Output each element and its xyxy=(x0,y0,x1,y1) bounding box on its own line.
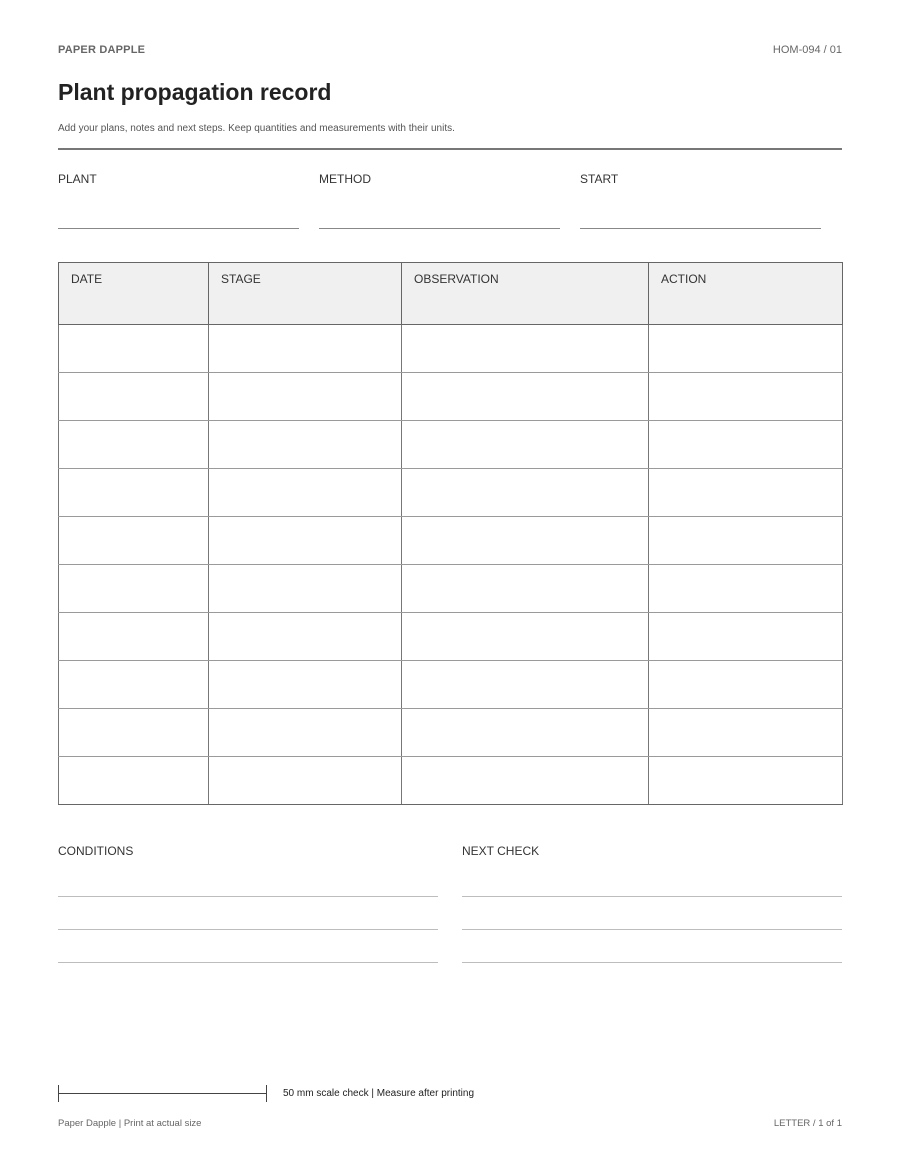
table-cell-action[interactable] xyxy=(649,469,843,517)
next-check-section xyxy=(462,844,842,858)
table-cell-observation[interactable] xyxy=(402,565,649,613)
table-cell-observation[interactable] xyxy=(402,661,649,709)
next-check-line[interactable] xyxy=(462,896,842,897)
table-row xyxy=(59,613,843,661)
conditions-line[interactable] xyxy=(58,896,438,897)
table-row xyxy=(59,421,843,469)
footer-note: Paper Dapple | Print at actual size xyxy=(58,1118,202,1129)
table-row xyxy=(59,661,843,709)
table-cell-date[interactable] xyxy=(59,757,209,805)
conditions-line[interactable] xyxy=(58,929,438,930)
table-cell-observation[interactable] xyxy=(402,373,649,421)
method-field-line[interactable] xyxy=(319,228,560,229)
table-row xyxy=(59,709,843,757)
table-cell-date[interactable] xyxy=(59,421,209,469)
table-cell-date[interactable] xyxy=(59,469,209,517)
table-cell-stage[interactable] xyxy=(209,373,402,421)
table-cell-date[interactable] xyxy=(59,325,209,373)
table-row xyxy=(59,565,843,613)
scale-check-bar xyxy=(58,1085,267,1102)
table-row xyxy=(59,469,843,517)
table-cell-date[interactable] xyxy=(59,373,209,421)
start-field-line[interactable] xyxy=(580,228,821,229)
scale-bar-right-tick xyxy=(266,1085,267,1102)
document-code: HOM-094 / 01 xyxy=(772,44,842,56)
column-header-date: DATE xyxy=(59,263,209,325)
table-row xyxy=(59,373,843,421)
column-header-action: ACTION xyxy=(649,263,843,325)
table-cell-date[interactable] xyxy=(59,517,209,565)
scale-bar-line xyxy=(58,1093,267,1094)
table-cell-observation[interactable] xyxy=(402,469,649,517)
table-cell-action[interactable] xyxy=(649,757,843,805)
table-cell-observation[interactable] xyxy=(402,517,649,565)
next-check-line[interactable] xyxy=(462,962,842,963)
table-cell-action[interactable] xyxy=(649,613,843,661)
table-cell-stage[interactable] xyxy=(209,517,402,565)
table-cell-stage[interactable] xyxy=(209,325,402,373)
table-cell-stage[interactable] xyxy=(209,757,402,805)
table-cell-observation[interactable] xyxy=(402,709,649,757)
table-cell-observation[interactable] xyxy=(402,325,649,373)
conditions-line[interactable] xyxy=(58,962,438,963)
table-cell-stage[interactable] xyxy=(209,613,402,661)
table-cell-action[interactable] xyxy=(649,517,843,565)
form-page xyxy=(58,0,842,1165)
table-cell-stage[interactable] xyxy=(209,469,402,517)
table-cell-date[interactable] xyxy=(59,661,209,709)
brand-name: PAPER DAPPLE xyxy=(58,44,146,56)
plant-field-label: PLANT xyxy=(58,172,97,186)
page-title: Plant propagation record xyxy=(58,79,332,105)
table-cell-observation[interactable] xyxy=(402,421,649,469)
column-header-observation: OBSERVATION xyxy=(402,263,649,325)
table-cell-action[interactable] xyxy=(649,373,843,421)
table-cell-observation[interactable] xyxy=(402,757,649,805)
table-cell-action[interactable] xyxy=(649,565,843,613)
next-check-line[interactable] xyxy=(462,929,842,930)
table-row xyxy=(59,757,843,805)
table-cell-date[interactable] xyxy=(59,613,209,661)
table-cell-date[interactable] xyxy=(59,565,209,613)
table-cell-observation[interactable] xyxy=(402,613,649,661)
table-row xyxy=(59,325,843,373)
header-divider xyxy=(58,148,842,150)
start-field-label: START xyxy=(580,172,619,186)
plant-field[interactable] xyxy=(58,172,299,186)
table-cell-date[interactable] xyxy=(59,709,209,757)
method-field[interactable] xyxy=(319,172,560,186)
page-number: LETTER / 1 of 1 xyxy=(773,1118,842,1129)
table-row xyxy=(59,517,843,565)
propagation-log-table xyxy=(58,262,843,805)
scale-check-text: 50 mm scale check | Measure after printing xyxy=(283,1088,475,1099)
table-cell-action[interactable] xyxy=(649,325,843,373)
plant-field-line[interactable] xyxy=(58,228,299,229)
table-cell-action[interactable] xyxy=(649,709,843,757)
next-check-label: NEXT CHECK xyxy=(462,844,540,858)
table-cell-stage[interactable] xyxy=(209,709,402,757)
table-cell-stage[interactable] xyxy=(209,661,402,709)
conditions-section xyxy=(58,844,438,858)
table-header-row xyxy=(59,263,843,325)
start-field[interactable] xyxy=(580,172,821,186)
table-cell-action[interactable] xyxy=(649,661,843,709)
conditions-label: CONDITIONS xyxy=(58,844,134,858)
table-cell-action[interactable] xyxy=(649,421,843,469)
table-cell-stage[interactable] xyxy=(209,421,402,469)
method-field-label: METHOD xyxy=(319,172,371,186)
page-subtitle: Add your plans, notes and next steps. Keep quantities and measurements with their units. xyxy=(58,123,455,134)
column-header-stage: STAGE xyxy=(209,263,402,325)
table-cell-stage[interactable] xyxy=(209,565,402,613)
